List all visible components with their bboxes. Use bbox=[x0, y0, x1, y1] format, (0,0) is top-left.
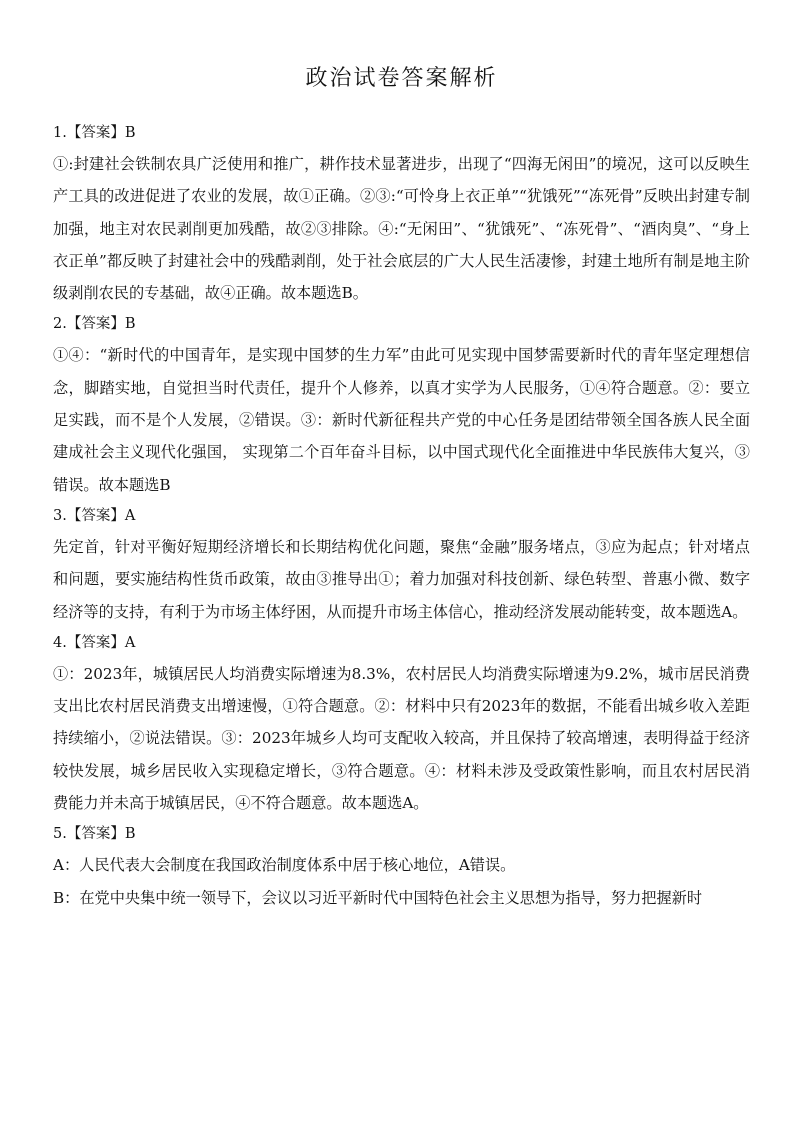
question-1 bbox=[53, 118, 750, 309]
answer-list bbox=[53, 118, 750, 914]
explanation-paragraph: 先定首，针对平衡好短期经济增长和长期结构优化问题，聚焦“金融”服务堵点，③应为起点；针对堵点和问题，要实施结构性货币政策，故由③推导出①；着力加强对科技创新、绿色转型、普惠小微、数字经济等的支持，有利于为市场主体纾困，从而提升市场主体信心，推动经济发展动能转变，故本题选A。 bbox=[53, 537, 750, 621]
question-4 bbox=[53, 628, 750, 819]
answer-label: 2.【答案】B bbox=[53, 316, 136, 333]
answer-label: 1.【答案】B bbox=[53, 125, 136, 141]
explanation-paragraph: B：在党中央集中统一领导下，会议以习近平新时代中国特色社会主义思想为指导，努力把握新时 bbox=[53, 888, 703, 907]
question-3 bbox=[53, 501, 750, 628]
question-5 bbox=[53, 819, 750, 914]
explanation-paragraph: ①④：“新时代的中国青年，是实现中国梦的生力军”由此可见实现中国梦需要新时代的青年坚定理想信念，脚踏实地，自觉担当时代责任，提升个人修养，以真才实学为人民服务，①④符合题意。②：要立足实践，而不是个人发展，②错误。③：新时代新征程共产党的中心任务是团结带领全国各族人民全面建成社会主义现代化强国， 实现第二个百年奋斗目标，以中国式现代化全面推进中华民族伟大复兴，③错误。故本题选B bbox=[53, 346, 750, 494]
explanation-paragraph: ①:封建社会铁制农具广泛使用和推广，耕作技术显著进步，出现了“四海无闲田”的境况，这可以反映生产工具的改进促进了农业的发展，故①正确。②③:“可怜身上衣正单”“犹饿死”“冻死骨”反映出封建专制加强，地主对农民剥削更加残酷，故②③排除。④:“无闲田”、“犹饿死”、“冻死骨”、“酒肉臭”、“身上衣正单”都反映了封建社会中的残酷剥削，处于社会底层的广大人民生活凄惨，封建土地所有制是地主阶级剥削农民的专基础，故④正确。故本题选B。 bbox=[53, 155, 750, 303]
explanation-paragraph: A：人民代表大会制度在我国政治制度体系中居于核心地位，A错误。 bbox=[53, 856, 516, 875]
page-title: 政治试卷答案解析 bbox=[305, 66, 498, 91]
answer-label: 5.【答案】B bbox=[53, 826, 136, 843]
explanation-paragraph: ①：2023年，城镇居民人均消费实际增速为8.3%，农村居民人均消费实际增速为9.2%，城市居民消费支出比农村居民消费支出增速慢，①符合题意。②：材料中只有2023年的数据，不能看出城乡收入差距持续缩小，②说法错误。③：2023年城乡人均可支配收入较高，并且保持了较高增速，表明得益于经济较快发展，城乡居民收入实现稳定增长，③符合题意。④：材料未涉及受政策性影响，而且农村居民消费能力并未高于城镇居民，④不符合题意。故本题选A。 bbox=[53, 664, 750, 813]
question-2 bbox=[53, 309, 750, 500]
answer-label: 4.【答案】A bbox=[53, 634, 136, 651]
answer-label: 3.【答案】A bbox=[53, 507, 136, 524]
